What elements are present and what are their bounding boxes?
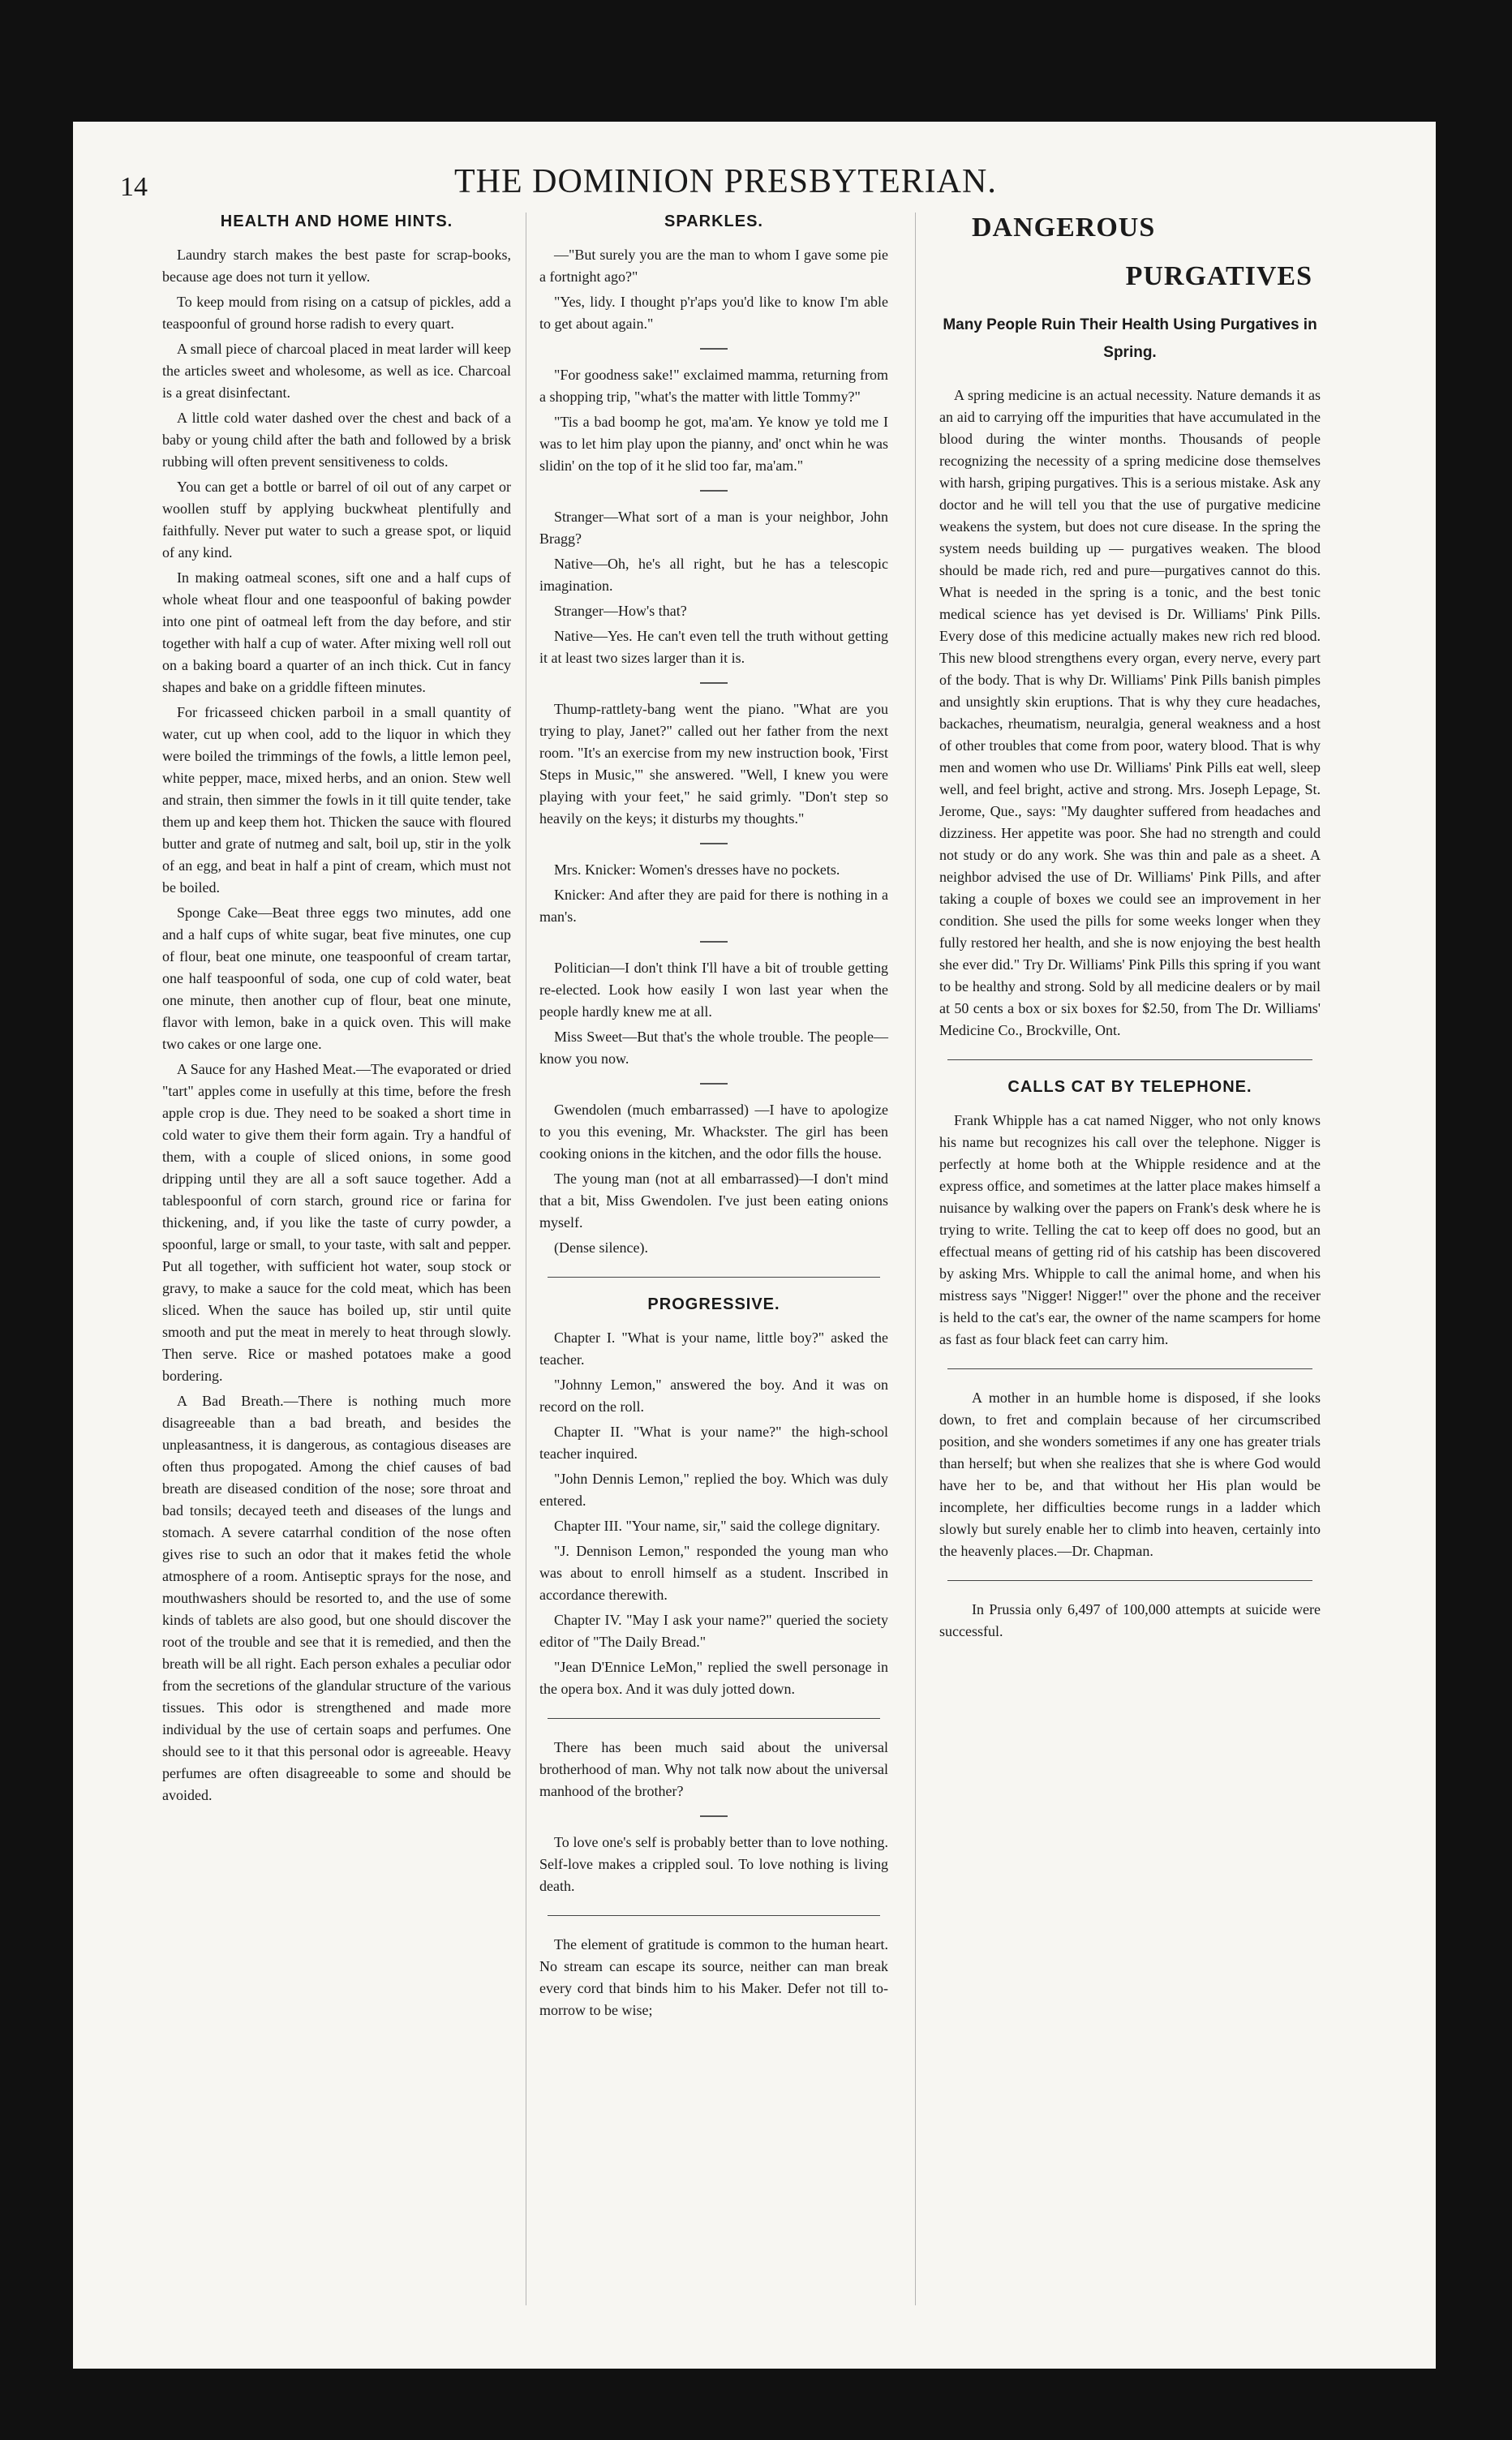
hint-paragraph: A Sauce for any Hashed Meat.—The evaporated or dried "tart" apples come in usefully at this time, before the fresh apple crop is due. They need to be soaked a short time in cold water to give them their form again. Try a handful of them, with a couple of sliced onions, in some good dripping until they are all a soft sauce together. Add a tablespoonful of corn starch, ground rice or farina for thickening, and, if you like the taste of curry powder, a spoonful, large or small, to your taste, with salt and pepper. Put all together, with sufficient hot water, soup stock or gravy, to make a sauce for the cold meat, which has been sliced. When the sauce has boiled up, stir until quite smooth and put the meat in merely to heat through slowly. Then serve. Rice or mashed potatoes make a good bordering. — [162, 1061, 511, 1384]
scan-border-bottom — [0, 2367, 1512, 2440]
column-health-home-hints — [162, 213, 511, 1810]
joke-line: "For goodness sake!" exclaimed mamma, returning from a shopping trip, "what's the matter with little Tommy?" — [539, 367, 888, 405]
story-line: "Jean D'Ennice LeMon," replied the swell personage in the opera box. And it was duly jotted down. — [539, 1659, 888, 1697]
story-line: Chapter IV. "May I ask your name?" queried the society editor of "The Daily Bread." — [539, 1612, 888, 1650]
joke-item — [539, 1099, 888, 1259]
ad-title-line1: DANGEROUS — [972, 213, 1156, 243]
section-heading: SPARKLES. — [664, 213, 763, 230]
column-rule-2 — [915, 213, 916, 2305]
story-line: Chapter III. "Your name, sir," said the college dignitary. — [554, 1518, 880, 1534]
hint-paragraph: You can get a bottle or barrel of oil out of any carpet or woollen stuff by applying buckwheat plentifully and faithfully. Never put water to such a grease spot, or liquid of any kind. — [162, 479, 511, 561]
joke-item — [539, 364, 888, 477]
joke-line: Stranger—What sort of a man is your neighbor, John Bragg? — [539, 509, 888, 547]
joke-line: Mrs. Knicker: Women's dresses have no pockets. — [554, 861, 840, 878]
story-line: "John Dennis Lemon," replied the boy. Which was duly entered. — [539, 1471, 888, 1509]
separator-dash — [700, 348, 728, 350]
story-line: "Johnny Lemon," answered the boy. And it was on record on the roll. — [539, 1377, 888, 1415]
masthead: THE DOMINION PRESBYTERIAN. — [454, 163, 997, 200]
joke-item — [539, 957, 888, 1070]
section-rule — [947, 1059, 1312, 1060]
section-rule — [947, 1580, 1312, 1581]
page-number: 14 — [120, 172, 148, 202]
separator-dash — [700, 1815, 728, 1817]
reflection-paragraph: There has been much said about the universal brotherhood of man. Why not talk now about the universal manhood of the brother? — [539, 1739, 888, 1799]
hint-paragraph: For fricasseed chicken parboil in a small quantity of water, cut up when cool, add to the liquor in which they were boiled the trimmings of the fowls, a little lemon peel, white pepper, mace, mixed herbs, and an onion. Stew well and strain, then simmer the fowls in it till quite tender, take them up and keep them hot. Thicken the sauce with floured butter and grate of nutmeg and salt, boil up, stir in the yolk of an egg, and beat in half a pint of cream, which must not be boiled. — [162, 704, 511, 896]
section-heading-cat: CALLS CAT BY TELEPHONE. — [1007, 1078, 1252, 1096]
scan-border-top — [0, 0, 1512, 123]
joke-item — [539, 859, 888, 928]
reflection-paragraph: The element of gratitude is common to the human heart. No stream can escape its source, neither can man break every cord that binds him to his Maker. Defer not till to-morrow to be wise; — [539, 1936, 888, 2018]
joke-line: The young man (not at all embarrassed)—I don't mind that a bit, Miss Gwendolen. I've just been eating onions myself. — [539, 1171, 888, 1231]
separator-dash — [700, 1083, 728, 1085]
hint-paragraph: Laundry starch makes the best paste for scrap-books, because age does not turn it yellow. — [162, 247, 511, 285]
hint-paragraph: In making oatmeal scones, sift one and a half cups of whole wheat flour and one teaspoonful of baking powder into one pint of oatmeal left from the day before, and stir together with half a cup of water. After mixing well roll out on a baking board a quarter of an inch thick. Cut in fancy shapes and bake on a griddle fifteen minutes. — [162, 569, 511, 695]
joke-item — [539, 506, 888, 669]
progressive-story — [539, 1327, 888, 1700]
section-rule — [947, 1368, 1312, 1369]
scan-border-right — [1436, 0, 1512, 2440]
mother-paragraph: A mother in an humble home is disposed, if she looks down, to fret and complain because of her circumscribed position, and she wonders sometimes if any one has greater trials than herself; but when she realizes that she is where God would have her to be, and that without her His plan would be incomplete, her difficulties become rungs in a ladder which slowly but surely enable her to climb into heaven, certainly into the heavenly places.—Dr. Chapman. — [939, 1390, 1321, 1559]
separator-dash — [700, 941, 728, 943]
separator-dash — [700, 490, 728, 492]
joke-line: "Yes, lidy. I thought p'r'aps you'd like to know I'm able to get about again." — [539, 294, 888, 332]
joke-line: —"But surely you are the man to whom I gave some pie a fortnight ago?" — [539, 247, 888, 285]
joke-item — [539, 698, 888, 830]
reflection-paragraph: To love one's self is probably better than to love nothing. Self-love makes a crippled soul. To love nothing is living death. — [539, 1834, 888, 1894]
joke-line: Stranger—How's that? — [554, 603, 687, 619]
joke-item — [539, 244, 888, 335]
section-rule — [548, 1277, 880, 1278]
joke-line: Thump-rattlety-bang went the piano. "What are you trying to play, Janet?" called out her father from the next room. "It's an exercise from my new instruction book, 'First Steps in Music,'" she answered. "Well, I knew you were playing with your feet," he said grimly. "Don't step so heavily on the keys; it disturbs my thoughts." — [539, 701, 888, 827]
hint-paragraph: A small piece of charcoal placed in meat larder will keep the articles sweet and wholesome, as well as ice. Charcoal is a great disinfectant. — [162, 341, 511, 401]
separator-dash — [700, 682, 728, 684]
joke-line: (Dense silence). — [554, 1239, 648, 1256]
section-heading-progressive: PROGRESSIVE. — [647, 1295, 780, 1313]
joke-line: Native—Oh, he's all right, but he has a telescopic imagination. — [539, 556, 888, 594]
joke-line: Native—Yes. He can't even tell the truth without getting it at least two sizes larger than it is. — [539, 628, 888, 666]
section-rule — [548, 1915, 880, 1916]
prussia-paragraph: In Prussia only 6,497 of 100,000 attempts at suicide were successful. — [939, 1601, 1321, 1639]
column-advertisement — [939, 213, 1321, 1646]
separator-dash — [700, 843, 728, 844]
section-rule — [548, 1718, 880, 1719]
story-line: "J. Dennison Lemon," responded the young man who was about to enroll himself as a student. Inscribed in accordance therewith. — [539, 1543, 888, 1603]
section-heading: HEALTH AND HOME HINTS. — [220, 213, 453, 230]
health-hints-list — [162, 244, 511, 1806]
joke-line: Miss Sweet—But that's the whole trouble. The people—know you now. — [539, 1029, 888, 1067]
ad-title-line2: PURGATIVES — [1125, 261, 1312, 291]
joke-line: Politician—I don't think I'll have a bit of trouble getting re-elected. Look how easily I won last year when the people hardly knew me at all. — [539, 960, 888, 1020]
cat-story: Frank Whipple has a cat named Nigger, who not only knows his name but recognizes his call over the telephone. Nigger is perfectly at home both at the Whipple residence and at the express office, and sometimes at the latter place makes himself a nuisance by walking over the papers on Frank's desk where he is trying to write. Telling the cat to keep off does no good, but an effectual means of getting rid of his catship has been discovered by asking Mrs. Whipple to call the animal home, and when his mistress says "Nigger! Nigger!" over the phone and the receiver is held to the cat's ear, the owner of the name scampers for home as fast as four black feet can carry him. — [939, 1112, 1321, 1347]
hint-paragraph: A little cold water dashed over the chest and back of a baby or young child after the bath and followed by a brisk rubbing will often prevent sensitiveness to colds. — [162, 410, 511, 470]
hint-paragraph: A Bad Breath.—There is nothing much more disagreeable than a bad breath, and besides the unpleasantness, it is dangerous, as contagious diseases are often thus propogated. Among the chief causes of bad breath are diseased condition of the nose; sore throat and bad tonsils; decayed teeth and diseases of the lungs and stomach. A severe catarrhal condition of the nose often gives rise to such an odor that it makes fetid the whole atmosphere of a room. Antiseptic sprays for the nose, and mouthwashers should be resorted to, and the use of some kinds of tablets are also good, but one should discover the root of the trouble and see that it is remedied, and then the breath will be all right. Each person exhales a peculiar odor from the secretions of the glandular structure of the various tissues. This odor is strengthened and made more individual by the use of certain soaps and perfumes. One should see to it that this personal odor is agreeable. Heavy perfumes are often disagreeable to some and should be avoided. — [162, 1393, 511, 1803]
column-sparkles — [539, 213, 888, 2025]
story-line: Chapter I. "What is your name, little boy?" asked the teacher. — [539, 1330, 888, 1368]
joke-line: Knicker: And after they are paid for there is nothing in a man's. — [539, 887, 888, 925]
ad-subtitle: Many People Ruin Their Health Using Purgatives in Spring. — [943, 316, 1317, 361]
ad-body: A spring medicine is an actual necessity. Nature demands it as an aid to carrying off the impurities that have accumulated in the blood during the winter months. Thousands of people recognizing the necessity of a spring medicine dose themselves with harsh, griping purgatives. This is a serious mistake. Ask any doctor and he will tell you that the use of purgative medicine weakens the system, but does not cure disease. In the spring the system needs building up — purgatives weaken. The blood should be made rich, red and pure—purgatives cannot do this. What is needed in the spring is a tonic, and the best tonic medical science has yet devised is Dr. Williams' Pink Pills. Every dose of this medicine actually makes new rich red blood. This new blood strengthens every organ, every nerve, every part of the body. That is why Dr. Williams' Pink Pills banish pimples and unsightly skin eruptions. That is why they cure headaches, backaches, rheumatism, neuralgia, general weakness and a host of other troubles that come from poor, watery blood. That is why men and women who use Dr. Williams' Pink Pills eat well, sleep well, and feel bright, active and strong. Mrs. Joseph Lepage, St. Jerome, Que., says: "My daughter suffered from headaches and dizziness. Her appetite was poor. She had no strength and could not study or do any work. She was thin and pale as a sheet. A neighbor advised the use of Dr. Williams' Pink Pills, and after taking a couple of boxes we could see an improvement in her condition. She used the pills for some weeks longer when they fully restored her health, and she is now enjoying the best health she ever did." Try Dr. Williams' Pink Pills this spring if you want to be healthy and strong. Sold by all medicine dealers or by mail at 50 cents a box or six boxes for $2.50, from The Dr. Williams' Medicine Co., Brockville, Ont. — [939, 387, 1321, 1038]
joke-line: Gwendolen (much embarrassed) —I have to apologize to you this evening, Mr. Whackster. The girl has been cooking onions in the kitchen, and the odor fills the house. — [539, 1102, 888, 1162]
hint-paragraph: Sponge Cake—Beat three eggs two minutes, add one and a half cups of white sugar, beat five minutes, one cup of flour, beat one minute, one teaspoonful of cream tartar, one half teaspoonful of soda, one cup of cold water, beat one minute, then another cup of flour, beat one minute, flavor with lemon, bake in a quick oven. This will make two cakes or one large one. — [162, 904, 511, 1052]
scan-border-left — [0, 0, 75, 2440]
story-line: Chapter II. "What is your name?" the high-school teacher inquired. — [539, 1424, 888, 1462]
hint-paragraph: To keep mould from rising on a catsup of pickles, add a teaspoonful of ground horse radish to every quart. — [162, 294, 511, 332]
joke-line: "Tis a bad boomp he got, ma'am. Ye know ye told me I was to let him play upon the pianny, and' onct whin he was slidin' on the top of it he slid too far, ma'am." — [539, 414, 888, 474]
